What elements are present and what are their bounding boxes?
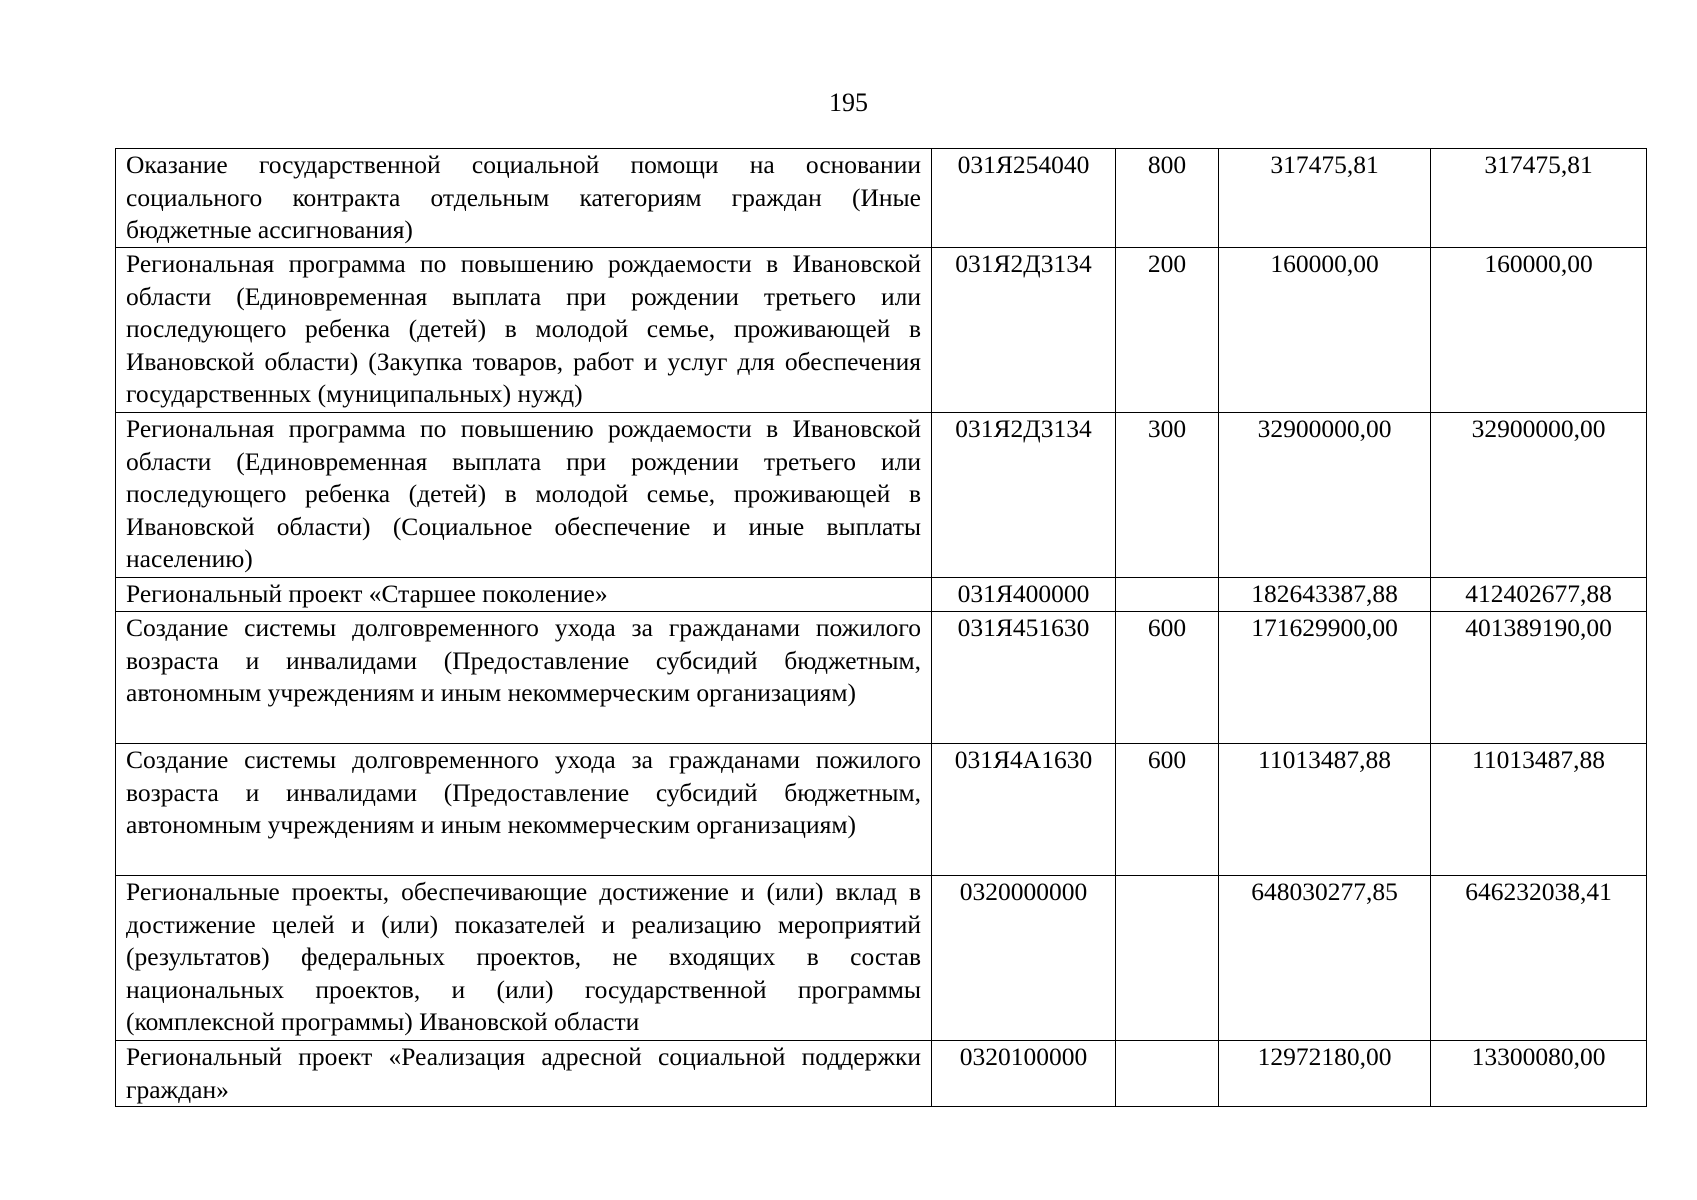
row-type: [1116, 578, 1219, 612]
row-type: 800: [1116, 149, 1219, 248]
row-description: Региональный проект «Реализация адресной социальной поддержки граждан»: [116, 1041, 932, 1107]
row-type: [1116, 1041, 1219, 1107]
row-amount-1: 648030277,85: [1219, 876, 1431, 1041]
row-code: 031Я4А1630: [932, 744, 1116, 876]
row-amount-1: 160000,00: [1219, 248, 1431, 413]
page-number: 195: [829, 88, 868, 117]
row-type: 200: [1116, 248, 1219, 413]
row-amount-1: 182643387,88: [1219, 578, 1431, 612]
row-description: Региональная программа по повышению рождаемости в Ивановской области (Единовременная выплата при рождении третьего или последующего ребенка (детей) в молодой семье, проживающей в Ивановской области) (Закупка товаров, работ и услуг для обеспечения государственных (муниципальных) нужд): [116, 248, 932, 413]
budget-table: [115, 148, 1647, 1107]
row-amount-2: 401389190,00: [1431, 612, 1647, 744]
row-amount-2: 646232038,41: [1431, 876, 1647, 1041]
row-code: 0320000000: [932, 876, 1116, 1041]
row-type: 600: [1116, 744, 1219, 876]
table-row: [116, 612, 1647, 744]
row-amount-2: 13300080,00: [1431, 1041, 1647, 1107]
row-code: 031Я254040: [932, 149, 1116, 248]
row-code: 031Я2Д3134: [932, 248, 1116, 413]
row-amount-1: 317475,81: [1219, 149, 1431, 248]
row-amount-1: 11013487,88: [1219, 744, 1431, 876]
row-amount-2: 160000,00: [1431, 248, 1647, 413]
row-amount-1: 32900000,00: [1219, 413, 1431, 578]
row-type: [1116, 876, 1219, 1041]
table-row: [116, 744, 1647, 876]
row-type: 300: [1116, 413, 1219, 578]
row-code: 031Я400000: [932, 578, 1116, 612]
row-amount-2: 32900000,00: [1431, 413, 1647, 578]
row-amount-2: 11013487,88: [1431, 744, 1647, 876]
row-amount-1: 12972180,00: [1219, 1041, 1431, 1107]
row-code: 0320100000: [932, 1041, 1116, 1107]
row-description: Региональные проекты, обеспечивающие достижение и (или) вклад в достижение целей и (или) показателей и реализацию мероприятий (результатов) федеральных проектов, не входящих в состав национальных проектов, и (или) государственной программы (комплексной программы) Ивановской области: [116, 876, 932, 1041]
table-row: [116, 413, 1647, 578]
row-description: Оказание государственной социальной помощи на основании социального контракта отдельным категориям граждан (Иные бюджетные ассигнования): [116, 149, 932, 248]
row-description: Региональный проект «Старшее поколение»: [116, 578, 932, 612]
row-amount-2: 412402677,88: [1431, 578, 1647, 612]
row-code: 031Я451630: [932, 612, 1116, 744]
row-amount-2: 317475,81: [1431, 149, 1647, 248]
row-description: Создание системы долговременного ухода за гражданами пожилого возраста и инвалидами (Предоставление субсидий бюджетным, автономным учреждениям и иным некоммерческим организациям): [116, 744, 932, 876]
row-amount-1: 171629900,00: [1219, 612, 1431, 744]
table-row: [116, 1041, 1647, 1107]
table-row: [116, 578, 1647, 612]
table-row: [116, 149, 1647, 248]
row-type: 600: [1116, 612, 1219, 744]
table-row: [116, 248, 1647, 413]
row-description: Создание системы долговременного ухода за гражданами пожилого возраста и инвалидами (Предоставление субсидий бюджетным, автономным учреждениям и иным некоммерческим организациям): [116, 612, 932, 744]
row-description: Региональная программа по повышению рождаемости в Ивановской области (Единовременная выплата при рождении третьего или последующего ребенка (детей) в молодой семье, проживающей в Ивановской области) (Социальное обеспечение и иные выплаты населению): [116, 413, 932, 578]
row-code: 031Я2Д3134: [932, 413, 1116, 578]
table-row: [116, 876, 1647, 1041]
